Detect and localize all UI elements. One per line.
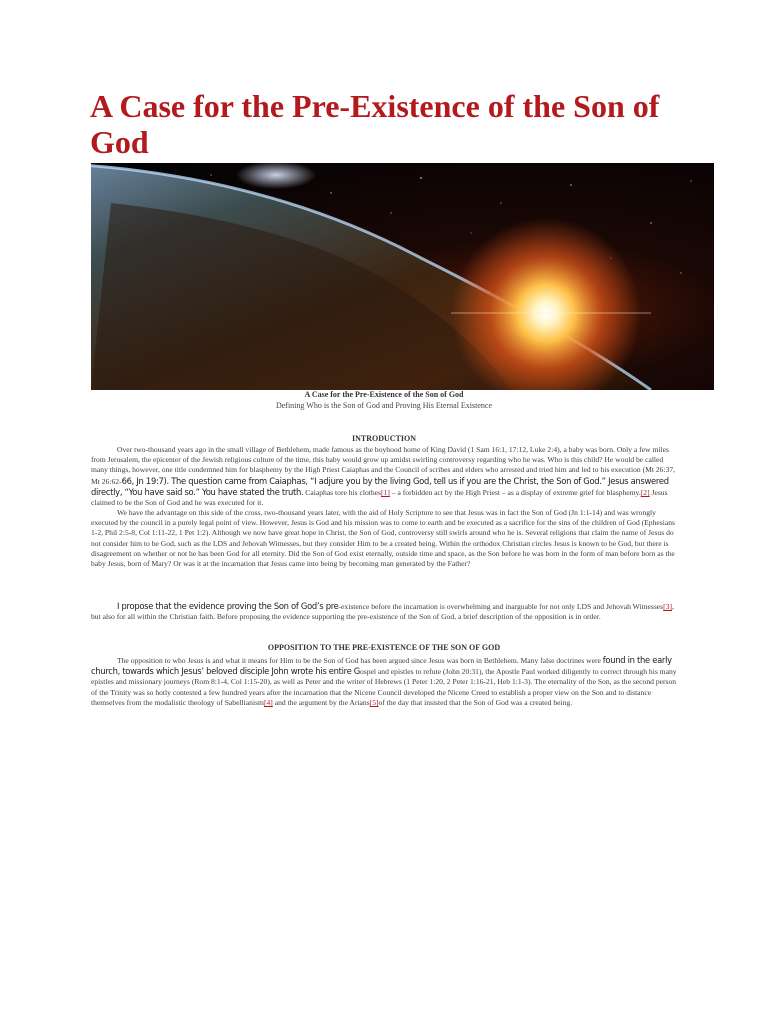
opposition-p1-text-e: of the day that insisted that the Son of God was a created being. xyxy=(378,697,573,707)
intro-paragraph-3 xyxy=(91,601,677,622)
intro-p1-handwritten-text: 66, Jn 19:7). The question came from Caiaphas, “I adjure you by the living God, tell us if you are the Christ, the Son of God.” Jesus answered directly, “You have said so.” You have stated the truth. xyxy=(91,475,669,497)
intro-p2-text: We have the advantage on this side of the cross, two-thousand years later, with the aid of Holy Scripture to see that Jesus was in fact the Son of God (Jn 1:1-14) and was wrongly executed by the council in a purely legal point of view. However, Jesus is God and his mission was to come to earth and be executed as a sacrifice for the sins of the children of God (Ephesians 1-2, Phil 2:5-8, Col 1:11-22, 1 Pet 1:2). Although we now have great hope in Christ, the Son of God, controversy still swirls around who he is. Several religions that claim the name of Jesus do not consider him to be God, such as the LDS and Jehovah Witnesses, but they consider Him to be a created being. Within the orthodox Christian circles Jesus is known to be God, but there is disagreement on whether or not he has been God for all eternity. Did the Son of God exist eternally, outside time and space, as the Son before he was born in the form of man before born as the baby Jesus, born of Mary? Or was it at the incarnation that Jesus came into being by becoming man generated by the Father? xyxy=(91,508,675,569)
intro-p1-text-c: Caiaphas tore his clothes xyxy=(303,487,382,497)
opposition-p1-text-c: ospel and epistles to refute (John 20:31), the Apostle Paul worked diligently to correct through his many epistles and missionary journeys (Rom 8:1-4, Col 1:15-20), as well as Peter and the writer of Hebrews (1 Peter 1:20, 2 Peter 1:16-21, Heb 1:1-3). The eternality of the Son, as the second person of the Trinity was so hotly contested a few hundred years after the incarnation that the Nicene Council developed the Nicene Creed to establish a proper view on the Son and to distance themselves from the modalistic theology of Sabellianism xyxy=(91,667,677,707)
intro-paragraph-1 xyxy=(91,445,677,508)
opposition-paragraph-1 xyxy=(91,655,677,708)
footnote-link-3[interactable]: [3] xyxy=(663,602,672,611)
opposition-heading: OPPOSITION TO THE PRE-EXISTENCE OF THE SON OF GOD xyxy=(267,643,501,652)
intro-paragraph-2 xyxy=(91,508,677,569)
footnote-link-5[interactable]: [5] xyxy=(369,697,379,707)
intro-p3-text-b: -existence before the incarnation is overwhelming and inarguable for not only LDS and Jehovah Witnesses xyxy=(338,602,664,611)
introduction-heading: INTRODUCTION xyxy=(351,434,416,443)
hero-image xyxy=(91,163,714,390)
opposition-p1-handwritten-text: found in the early church, towards which Jesus’ beloved disciple John wrote his entire G xyxy=(91,655,672,677)
footnote-link-2[interactable]: [2] xyxy=(640,487,650,497)
footnote-link-1[interactable]: [1] xyxy=(381,487,390,497)
intro-p1-text-d: – a forbidden act by the High Priest – as a display of extreme grief for blasphemy. xyxy=(389,487,641,497)
opposition-p1-text-a: The opposition to who Jesus is and what it means for Him to be the Son of God has been argued since Jesus was born in Bethlehem. Many false doctrines were xyxy=(117,656,603,665)
footnote-link-4[interactable]: [4] xyxy=(263,697,273,707)
figure-caption-title: A Case for the Pre-Existence of the Son of God xyxy=(304,390,464,399)
intro-p1-text-a: Over two-thousand years ago in the small village of Bethlehem, made famous as the boyhood home of King David (1 Sam 16:1, 17:12, Luke 2:4), a baby was born. Only a few miles from Jerusalem, the epicenter of the Jewish religious culture of the time, this baby would grow up amidst swirling controversy regarding who he was. Who is this child? He would be called many things, however, one title condemned him for blasphemy by the High Priest Caiaphas and the Council of scribes and elders who arrested and tried him and led to his execution (Mt 26:37, Mt 26:62- xyxy=(91,445,676,486)
intro-p1-text-e: Jesus claimed to be the Son of God and he was executed for it. xyxy=(91,487,668,508)
intro-p3-handwritten-text: I propose that the evidence proving the Son of God’s pre xyxy=(117,601,339,611)
opposition-p1-text-d: and the argument by the Arians xyxy=(272,697,370,707)
figure-caption-subtitle: Defining Who is the Son of God and Proving His Eternal Existence xyxy=(275,401,493,410)
earth-sunrise-from-space-image xyxy=(91,163,714,390)
page-title: A Case for the Pre-Existence of the Son of God xyxy=(90,88,660,160)
intro-p3-text-c: , but also for all within the Christian faith. Before proposing the evidence supporting the pre-existence of the Son of God, a brief description of the opposition is in order. xyxy=(91,602,674,622)
